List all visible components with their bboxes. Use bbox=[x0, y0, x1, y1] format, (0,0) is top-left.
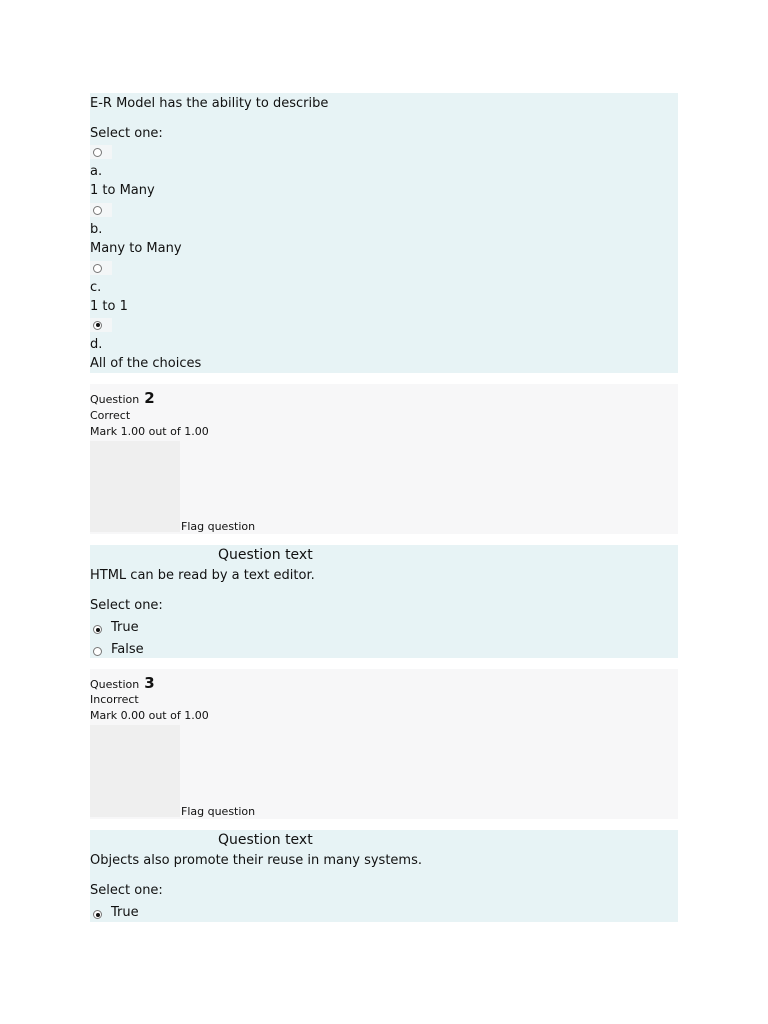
option-a-radio-wrap[interactable] bbox=[90, 145, 112, 159]
option-a-radio[interactable] bbox=[93, 148, 102, 157]
flag-icon-placeholder[interactable] bbox=[90, 725, 180, 817]
flag-question-link[interactable]: Flag question bbox=[181, 520, 256, 533]
question-3-text-box bbox=[90, 830, 678, 922]
true-radio-wrap[interactable] bbox=[93, 904, 102, 923]
question-2-state: Correct bbox=[90, 409, 131, 422]
option-c-radio-wrap[interactable] bbox=[90, 261, 112, 275]
flag-icon-placeholder[interactable] bbox=[90, 441, 180, 532]
false-label[interactable]: False bbox=[111, 642, 144, 657]
option-a-label[interactable]: 1 to Many bbox=[90, 183, 155, 198]
option-b-letter: b. bbox=[90, 222, 103, 237]
question-3-info bbox=[90, 669, 678, 819]
true-label[interactable]: True bbox=[111, 620, 139, 635]
question-2-heading: Question 2 bbox=[90, 389, 155, 407]
option-c-radio[interactable] bbox=[93, 264, 102, 273]
question-3-state: Incorrect bbox=[90, 693, 139, 706]
option-a-letter: a. bbox=[90, 164, 103, 179]
option-b-radio-wrap[interactable] bbox=[90, 203, 112, 217]
false-radio[interactable] bbox=[93, 647, 102, 656]
question-2-info bbox=[90, 384, 678, 534]
option-b-label[interactable]: Many to Many bbox=[90, 241, 182, 256]
select-one-label: Select one: bbox=[90, 883, 163, 898]
option-d-radio[interactable] bbox=[93, 321, 102, 330]
question-3-mark: Mark 0.00 out of 1.00 bbox=[90, 709, 209, 722]
true-radio-wrap[interactable] bbox=[93, 619, 102, 638]
option-d-label[interactable]: All of the choices bbox=[90, 356, 202, 371]
question-3-text: Objects also promote their reuse in many systems. bbox=[90, 853, 422, 868]
select-one-label: Select one: bbox=[90, 598, 163, 613]
true-radio[interactable] bbox=[93, 910, 102, 919]
option-b-radio[interactable] bbox=[93, 206, 102, 215]
true-radio[interactable] bbox=[93, 625, 102, 634]
question-2-text: HTML can be read by a text editor. bbox=[90, 568, 315, 583]
false-radio-wrap[interactable] bbox=[93, 641, 102, 660]
question-2-mark: Mark 1.00 out of 1.00 bbox=[90, 425, 209, 438]
question-2-number: 2 bbox=[144, 389, 155, 407]
question-text-header: Question text bbox=[218, 547, 313, 563]
option-d-letter: d. bbox=[90, 337, 103, 352]
option-d-radio-wrap[interactable] bbox=[90, 318, 112, 332]
question-3-heading: Question 3 bbox=[90, 674, 155, 692]
flag-question-link[interactable]: Flag question bbox=[181, 805, 256, 818]
select-one-label: Select one: bbox=[90, 126, 163, 141]
question-text-header: Question text bbox=[218, 832, 313, 848]
option-c-letter: c. bbox=[90, 280, 102, 295]
true-label[interactable]: True bbox=[111, 905, 139, 920]
question-1-text-box bbox=[90, 93, 678, 373]
question-2-text-box bbox=[90, 545, 678, 658]
question-1-text: E-R Model has the ability to describe bbox=[90, 96, 329, 111]
option-c-label[interactable]: 1 to 1 bbox=[90, 299, 128, 314]
question-3-number: 3 bbox=[144, 674, 155, 692]
